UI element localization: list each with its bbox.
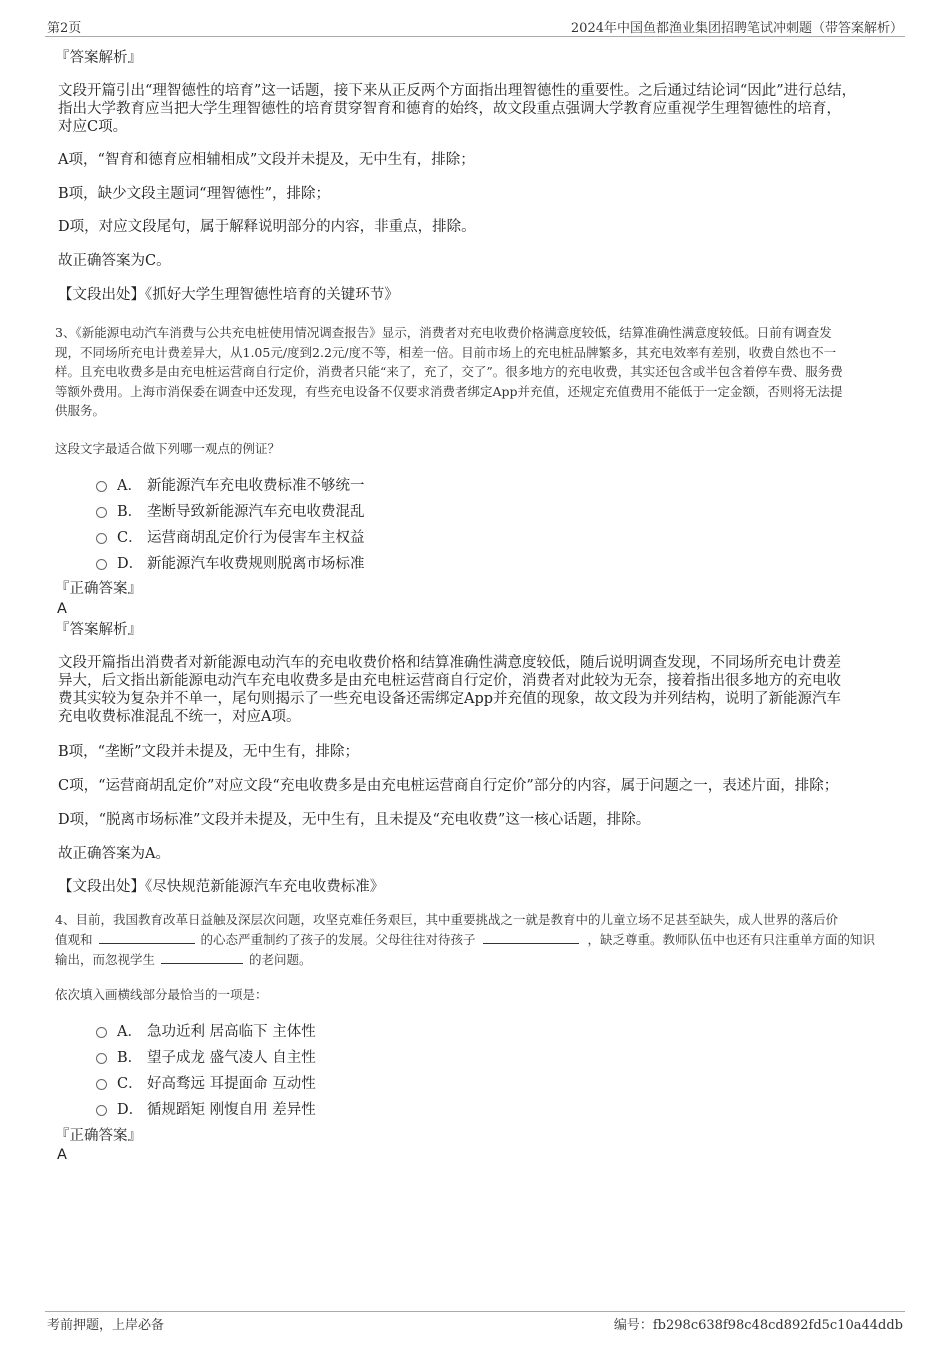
q3-analysis-line: 费其实较为复杂并不单一，尾句则揭示了一些充电设备还需绑定App并充值的现象，故文段为并列结构，说明了新能源汽车 xyxy=(58,691,842,707)
q4-answer-label: 『正确答案』 xyxy=(55,1128,142,1144)
q3-option-c-analysis: C项，“运营商胡乱定价”对应文段“充电收费多是由充电桩运营商自行定价”部分的内容，属于问题之一，表述片面，排除； xyxy=(58,778,839,794)
q3-stem-line: 样。且充电收费多是由充电桩运营商自行定价，消费者只能“来了，充了，交了”。很多地方的充电收费，其实还包含或半包含着停车费、服务费 xyxy=(55,364,843,379)
document-code: 编号：fb298c638f98c48cd892fd5c10a44ddb xyxy=(613,1318,903,1333)
radio-icon[interactable] xyxy=(96,1053,107,1064)
radio-icon[interactable] xyxy=(96,507,107,518)
q3-stem-line: 现，不同场所充电计费差异大，从1.05元/度到2.2元/度不等，相差一倍。目前市场上的充电桩品牌繁多，其充电效率有差别，收费自然也不一 xyxy=(55,344,837,360)
q3-analysis-label: 『答案解析』 xyxy=(55,622,142,638)
q2-option-d-analysis: D项，对应文段尾句，属于解释说明部分的内容，非重点，排除。 xyxy=(58,219,476,235)
q2-option-a-analysis: A项，“智育和德育应相辅相成”文段并未提及，无中生有，排除； xyxy=(58,152,475,168)
q2-analysis-line: 指出大学教育应当把大学生理智德性的培育贯穿智育和德育的始终，故文段重点强调大学教育应重视学生理智德性的培育， xyxy=(58,101,841,117)
fill-blank-3[interactable] xyxy=(161,951,243,964)
footer-divider xyxy=(45,1311,905,1312)
radio-icon[interactable] xyxy=(96,481,107,492)
radio-icon[interactable] xyxy=(96,533,107,544)
radio-icon[interactable] xyxy=(96,559,107,570)
q4-answer: A xyxy=(57,1147,67,1163)
document-title: 2024年中国鱼都渔业集团招聘笔试冲刺题（带答案解析） xyxy=(570,21,903,36)
q3-option-d-analysis: D项，“脱离市场标准”文段并未提及，无中生有，且未提及“充电收费”这一核心话题，排除。 xyxy=(58,812,651,828)
header-divider xyxy=(45,36,905,37)
q2-conclusion: 故正确答案为C。 xyxy=(58,253,171,269)
radio-icon[interactable] xyxy=(96,1027,107,1038)
q3-analysis-line: 异大，后文指出新能源电动汽车充电收费多是由充电桩运营商自行定价，消费者对此较为无奈，接着指出很多地方的充电收 xyxy=(58,673,841,689)
q4-stem-line: 4、目前，我国教育改革日益触及深层次问题，攻坚克难任务艰巨，其中重要挑战之一就是教育中的儿童立场不足甚至缺失，成人世界的落后价 xyxy=(55,912,838,927)
q3-option-d[interactable]: D． 新能源汽车收费规则脱离市场标准 xyxy=(96,552,365,573)
footer-slogan: 考前押题，上岸必备 xyxy=(47,1318,165,1333)
q3-stem xyxy=(55,323,843,421)
q3-conclusion: 故正确答案为A。 xyxy=(58,846,170,862)
q3-stem-line: 等额外费用。上海市消保委在调查中还发现，有些充电设备不仅要求消费者绑定App并充值，还规定充值费用不能低于一定金额，否则将无法提 xyxy=(55,383,843,399)
q3-option-b[interactable]: B． 垄断导致新能源汽车充电收费混乱 xyxy=(96,500,365,521)
fill-blank-1[interactable] xyxy=(99,931,195,944)
q2-analysis-line: 对应C项。 xyxy=(58,119,128,135)
q4-option-a[interactable]: A． 急功近利 居高临下 主体性 xyxy=(96,1020,316,1041)
radio-icon[interactable] xyxy=(96,1105,107,1116)
q2-analysis-line: 文段开篇引出“理智德性的培育”这一话题，接下来从正反两个方面指出理智德性的重要性。之后通过结论词“因此”进行总结， xyxy=(58,83,857,99)
q2-source: 【文段出处】《抓好大学生理智德性培育的关键环节》 xyxy=(58,287,399,303)
q4-option-b[interactable]: B． 望子成龙 盛气凌人 自主性 xyxy=(96,1046,316,1067)
q3-analysis-line: 文段开篇指出消费者对新能源电动汽车的充电收费价格和结算准确性满意度较低，随后说明调查发现，不同场所充电计费差 xyxy=(58,655,841,671)
q3-answer-label: 『正确答案』 xyxy=(55,581,142,597)
q4-option-d[interactable]: D． 循规蹈矩 刚愎自用 差异性 xyxy=(96,1098,316,1119)
q3-option-c[interactable]: C． 运营商胡乱定价行为侵害车主权益 xyxy=(96,526,365,547)
radio-icon[interactable] xyxy=(96,1079,107,1090)
analysis-label: 『答案解析』 xyxy=(55,50,142,66)
q3-question: 这段文字最适合做下列哪一观点的例证？ xyxy=(55,441,281,456)
fill-blank-2[interactable] xyxy=(483,931,579,944)
q4-stem-line: 值观和 的心态严重制约了孩子的发展。父母往往对待孩子 ，缺乏尊重。教师队伍中也还有只注重单方面的知识 xyxy=(55,932,875,947)
q4-option-c[interactable]: C． 好高骛远 耳提面命 互动性 xyxy=(96,1072,316,1093)
q3-option-b-analysis: B项，“垄断”文段并未提及，无中生有，排除； xyxy=(58,744,359,760)
q3-option-a[interactable]: A． 新能源汽车充电收费标准不够统一 xyxy=(96,474,365,495)
q3-answer: A xyxy=(57,601,67,617)
q3-analysis-line: 充电收费标准混乱不统一，对应A项。 xyxy=(58,709,301,725)
q2-option-b-analysis: B项，缺少文段主题词“理智德性”，排除； xyxy=(58,186,330,202)
q4-question: 依次填入画横线部分最恰当的一项是： xyxy=(55,987,268,1002)
q4-stem-line: 输出，而忽视学生 的老问题。 xyxy=(55,952,312,967)
q3-stem-line: 3、《新能源电动汽车消费与公共充电桩使用情况调查报告》显示，消费者对充电收费价格满意度较低，结算准确性满意度较低。日前有调查发 xyxy=(55,325,832,340)
page-number: 第2页 xyxy=(47,21,82,36)
q3-source: 【文段出处】《尽快规范新能源汽车充电收费标准》 xyxy=(58,879,385,895)
q3-stem-line: 供服务。 xyxy=(55,403,106,418)
